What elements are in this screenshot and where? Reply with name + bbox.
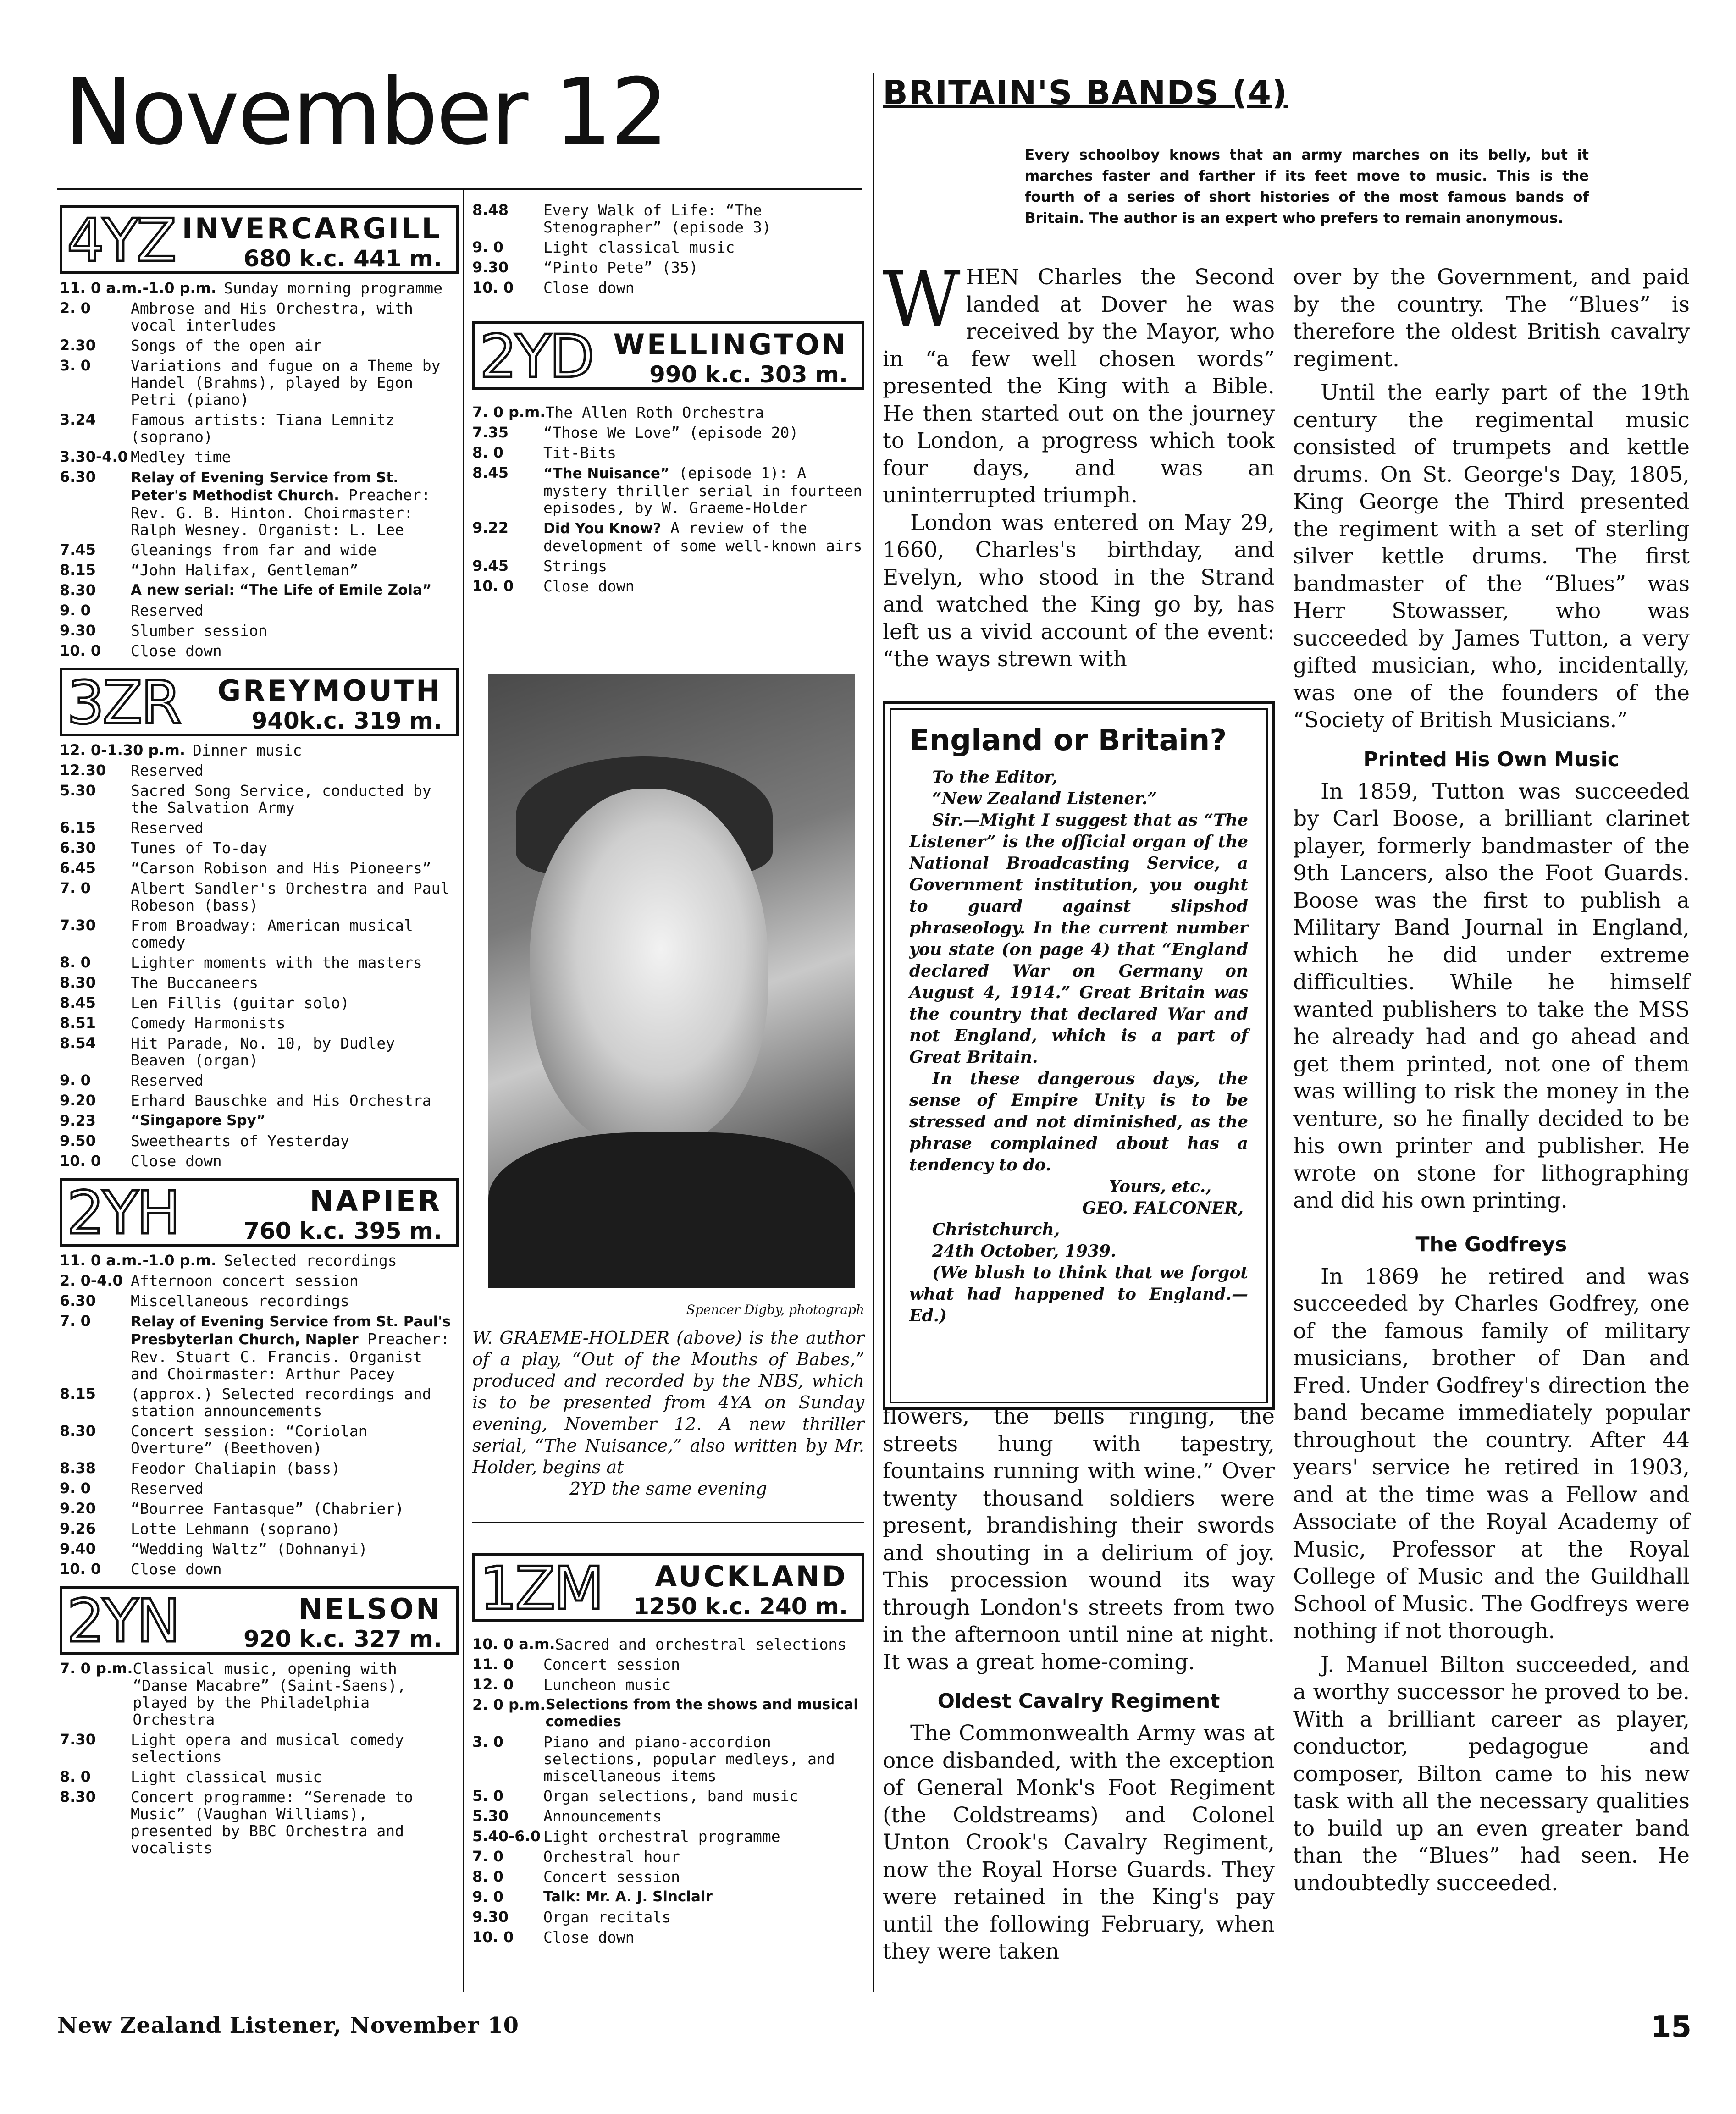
programme-text: Relay of Evening Service from St. Paul's Presbyterian Church, Napier bbox=[131, 1314, 451, 1348]
programme-item bbox=[60, 974, 459, 991]
article-paragraph: over by the Government, and paid by the country. The “Blues” is therefore the oldest British cavalry regiment. bbox=[1293, 265, 1690, 372]
programme-time: 8.45 bbox=[60, 994, 96, 1011]
programme-item bbox=[472, 239, 864, 256]
programme-item bbox=[60, 469, 459, 538]
article-paragraph: In 1869 he retired and was succeeded by Charles Godfrey, one of the famous family of military musicians, brother of Dan and Fred. Under Godfrey's direction the band became immediately popular throughout the country. After 44 years' service he retired in 1903, and at the time was a Fellow and Associate of the Royal Academy of Music, Professor at the Royal College of Music and the Guildhall School of Music. The Godfreys were nothing if not thorough. bbox=[1293, 1264, 1690, 1644]
programme-item bbox=[60, 1540, 459, 1557]
programme-description: Close down bbox=[131, 1560, 222, 1578]
programme-description: Concert session bbox=[543, 1868, 680, 1886]
programme-list-2yh bbox=[60, 1252, 459, 1578]
programme-item bbox=[60, 1153, 459, 1170]
station-frequency: 680 k.c. 441 m. bbox=[243, 245, 442, 272]
programme-text: (episode 1): A mystery thriller serial in fourteen episodes, by W. Graeme-Holder bbox=[543, 464, 862, 517]
column-rule-left bbox=[463, 190, 464, 1992]
programme-item bbox=[60, 1313, 459, 1382]
article-paragraph: WHEN Charles the Second landed at Dover he was received by the Mayor, who in “a few well chosen words” presented the King with a Bible. He then started out on the journey to London, a progress which took four days, and was an uninterrupted triumph. bbox=[883, 255, 1275, 508]
programme-item bbox=[472, 1733, 864, 1784]
programme-time: 8.30 bbox=[60, 974, 96, 991]
column-rule-right bbox=[873, 73, 874, 1992]
programme-description: Dinner music bbox=[193, 741, 302, 759]
programme-time: 12. 0-1.30 p.m. bbox=[60, 741, 186, 759]
programme-description: “Wedding Waltz” (Dohnanyi) bbox=[131, 1540, 368, 1558]
section-heading: The Godfreys bbox=[1415, 1232, 1567, 1256]
programme-description: “John Halifax, Gentleman” bbox=[131, 561, 359, 579]
programme-description: Reserved bbox=[131, 1071, 204, 1089]
programme-item bbox=[60, 337, 459, 354]
programme-item bbox=[472, 279, 864, 296]
programme-item bbox=[60, 1292, 459, 1309]
station-header-1zm bbox=[472, 1553, 864, 1622]
editor-note: (We blush to think that we forgot what had happened to England.—Ed.) bbox=[909, 1263, 1248, 1325]
programme-time: 7. 0 bbox=[60, 879, 91, 897]
programme-time: 8. 0 bbox=[472, 444, 503, 461]
programme-description bbox=[131, 469, 459, 538]
programme-description: Songs of the open air bbox=[131, 337, 322, 354]
programme-description: “Carson Robison and His Pioneers” bbox=[131, 859, 431, 877]
programme-item bbox=[60, 954, 459, 971]
programme-time: 6.30 bbox=[60, 839, 96, 856]
programme-time: 10. 0 bbox=[472, 1928, 514, 1946]
programme-item bbox=[60, 880, 459, 914]
programme-time: 11. 0 a.m.-1.0 p.m. bbox=[60, 279, 217, 297]
station-frequency: 760 k.c. 395 m. bbox=[243, 1218, 442, 1244]
programme-time: 9.40 bbox=[60, 1540, 96, 1557]
programme-item bbox=[60, 541, 459, 558]
programme-text: Preacher: Rev. Stuart C. Francis. Organist and Choirmaster: Arthur Pacey bbox=[131, 1330, 450, 1383]
page-number: 15 bbox=[1651, 2010, 1692, 2044]
programme-time: 8.48 bbox=[472, 201, 509, 219]
programme-time: 8.51 bbox=[60, 1014, 96, 1032]
programme-description: Famous artists: Tiana Lemnitz (soprano) bbox=[131, 411, 395, 446]
programme-description: Albert Sandler's Orchestra and Paul Robeson (bass) bbox=[131, 879, 450, 914]
programme-time: 5.30 bbox=[472, 1807, 509, 1825]
footer-publication: New Zealand Listener, November 10 bbox=[57, 2013, 520, 2038]
programme-time: 3.24 bbox=[60, 411, 96, 428]
programme-description: “Singapore Spy” bbox=[131, 1112, 266, 1129]
photo-suit-shape bbox=[488, 1132, 855, 1288]
programme-time: 5.30 bbox=[60, 782, 96, 799]
programme-description: Light orchestral programme bbox=[543, 1827, 780, 1845]
programme-list-2yd bbox=[472, 404, 864, 595]
station-city: GREYMOUTH bbox=[217, 674, 442, 707]
programme-time: 10. 0 bbox=[472, 279, 514, 296]
programme-item bbox=[472, 1696, 864, 1730]
article-paragraph: flowers, the bells ringing, the streets hung with tapestry, fountains running with wine.” Over twenty thousand soldiers were present, brandishing their swords and shouting in a delirium of joy. This procession wound its way through London's streets from two in the afternoon until nine at night. It was a great home-coming. bbox=[883, 1404, 1275, 1675]
programme-time: 7. 0 bbox=[472, 1848, 503, 1865]
programme-item bbox=[60, 839, 459, 856]
programme-item bbox=[60, 819, 459, 836]
programme-description: Sunday morning programme bbox=[224, 279, 442, 297]
programme-description: Close down bbox=[543, 577, 635, 595]
programme-item bbox=[472, 1808, 864, 1825]
programme-time: 2. 0 bbox=[60, 299, 91, 317]
programme-item bbox=[472, 578, 864, 595]
station-frequency: 990 k.c. 303 m. bbox=[649, 361, 848, 388]
programme-item bbox=[60, 1015, 459, 1032]
programme-time: 3.30-4.0 bbox=[60, 448, 128, 465]
programme-item bbox=[472, 1828, 864, 1845]
article-paragraph: The Commonwealth Army was at once disbanded, with the exception of General Monk's Foot Regiment (the Coldstreams) and Colonel Unton Crook's Cavalry Regiment, now the Royal Horse Guards. They were retained in the King's pay until the following February, when they were taken bbox=[883, 1721, 1275, 1964]
station-frequency: 920 k.c. 327 m. bbox=[243, 1626, 442, 1652]
programme-item bbox=[472, 424, 864, 441]
programme-item bbox=[60, 1500, 459, 1517]
programme-item bbox=[60, 1035, 459, 1069]
station-frequency: 940k.c. 319 m. bbox=[251, 707, 442, 734]
programme-item bbox=[60, 280, 459, 297]
programme-description: Piano and piano-accordion selections, popular medleys, and miscellaneous items bbox=[543, 1733, 835, 1785]
programme-item bbox=[60, 1520, 459, 1537]
programme-description: Miscellaneous recordings bbox=[131, 1292, 349, 1310]
programme-time: 8.38 bbox=[60, 1459, 96, 1477]
programme-item bbox=[60, 1561, 459, 1578]
programme-description: Close down bbox=[131, 1152, 222, 1170]
programme-description: Gleanings from far and wide bbox=[131, 541, 377, 559]
programme-description: Afternoon concert session bbox=[131, 1272, 359, 1290]
programme-time: 10. 0 bbox=[60, 1560, 101, 1578]
programme-time: 9.23 bbox=[60, 1112, 96, 1129]
article-intro: Every schoolboy knows that an army marches on its belly, but it marches faster and farther if its feet move to music. This is the fourth of a series of short histories of the most famous bands of Britain. The author is an expert who prefers to remain anonymous. bbox=[1025, 147, 1589, 226]
programme-item bbox=[60, 1480, 459, 1497]
programme-time: 9. 0 bbox=[60, 602, 91, 619]
programme-description: The Buccaneers bbox=[131, 974, 259, 992]
programme-description: Tit-Bits bbox=[543, 444, 616, 462]
programme-item bbox=[60, 1092, 459, 1109]
programme-time: 10. 0 bbox=[60, 1152, 101, 1170]
programme-description: Feodor Chaliapin (bass) bbox=[131, 1459, 340, 1477]
letter-date: 24th October, 1939. bbox=[932, 1242, 1117, 1261]
programme-description: Talk: Mr. A. J. Sinclair bbox=[543, 1888, 713, 1905]
programme-time: 9.30 bbox=[60, 622, 96, 639]
programme-description: Reserved bbox=[131, 819, 204, 837]
programme-description: Light classical music bbox=[131, 1768, 322, 1786]
programme-description: From Broadway: American musical comedy bbox=[131, 916, 413, 951]
programme-description: Lighter moments with the masters bbox=[131, 954, 422, 971]
programme-time: 8.30 bbox=[60, 1422, 96, 1440]
programme-time: 9.20 bbox=[60, 1092, 96, 1109]
programme-description: Close down bbox=[543, 1928, 635, 1946]
programme-time: 9. 0 bbox=[472, 238, 503, 256]
letter-body: In these dangerous days, the sense of Empire Unity is to be stressed and not diminished, as the phrase complained about has a tendency to do. bbox=[909, 1069, 1248, 1175]
programme-item bbox=[60, 1731, 459, 1765]
programme-item bbox=[472, 259, 864, 276]
station-city: WELLINGTON bbox=[613, 328, 848, 361]
programme-item bbox=[60, 1072, 459, 1089]
programme-item bbox=[472, 1888, 864, 1905]
programme-description: A new serial: “The Life of Emile Zola” bbox=[131, 582, 432, 598]
programme-time: 10. 0 a.m. bbox=[472, 1635, 555, 1653]
programme-time: 6.30 bbox=[60, 1292, 96, 1309]
programme-time: 8.45 bbox=[472, 464, 509, 481]
programme-description: Luncheon music bbox=[543, 1676, 671, 1694]
programme-item bbox=[60, 762, 459, 779]
programme-item bbox=[60, 1788, 459, 1856]
programme-column-middle-top bbox=[472, 202, 864, 598]
station-header-2yd bbox=[472, 321, 864, 390]
header-rule bbox=[57, 188, 862, 190]
programme-time: 3. 0 bbox=[60, 357, 91, 374]
programme-time: 9.45 bbox=[472, 557, 509, 574]
programme-item bbox=[60, 642, 459, 659]
station-header-4yz bbox=[60, 205, 459, 274]
programme-time: 9.22 bbox=[472, 519, 509, 536]
programme-item bbox=[60, 1272, 459, 1289]
programme-time: 8.30 bbox=[60, 1788, 96, 1805]
station-callsign: 4YZ bbox=[67, 207, 175, 275]
programme-item bbox=[472, 519, 864, 554]
article-column-1-top bbox=[883, 255, 1275, 673]
station-header-2yh bbox=[60, 1178, 459, 1247]
programme-description: Reserved bbox=[131, 602, 204, 619]
programme-description: Concert session: “Coriolan Overture” (Beethoven) bbox=[131, 1422, 368, 1457]
station-callsign: 2YD bbox=[480, 323, 593, 391]
programme-time: 9.30 bbox=[472, 259, 509, 276]
programme-description: Every Walk of Life: “The Stenographer” (episode 3) bbox=[543, 201, 771, 236]
programme-item bbox=[60, 1385, 459, 1419]
programme-time: 8.15 bbox=[60, 561, 96, 579]
programme-item bbox=[60, 1768, 459, 1785]
programme-time: 9. 0 bbox=[472, 1888, 503, 1905]
programme-time: 12.30 bbox=[60, 762, 106, 779]
programme-description: Announcements bbox=[543, 1807, 662, 1825]
programme-item bbox=[472, 444, 864, 461]
letter-signature: GEO. FALCONER, bbox=[1082, 1198, 1244, 1218]
section-heading: Printed His Own Music bbox=[1363, 747, 1620, 771]
programme-item bbox=[60, 1460, 459, 1477]
programme-time: 8.54 bbox=[60, 1034, 96, 1052]
letter-title: England or Britain? bbox=[909, 723, 1227, 757]
programme-item bbox=[60, 448, 459, 465]
programme-description: Len Fillis (guitar solo) bbox=[131, 994, 349, 1012]
programme-item bbox=[60, 860, 459, 877]
station-callsign: 1ZM bbox=[480, 1555, 603, 1623]
programme-time: 7.45 bbox=[60, 541, 96, 558]
article-paragraph: London was entered on May 29, 1660, Charles's birthday, and Evelyn, who stood in the Strand and watched the King go by, has left us a vivid account of the event: “the ways strewn with bbox=[883, 510, 1275, 672]
programme-text: Relay of Evening Service from St. Peter's Methodist Church. bbox=[131, 469, 398, 504]
programme-time: 8. 0 bbox=[472, 1868, 503, 1885]
programme-time: 10. 0 bbox=[472, 577, 514, 595]
programme-item bbox=[472, 1909, 864, 1926]
programme-time: 6.15 bbox=[60, 819, 96, 836]
programme-item bbox=[60, 1423, 459, 1457]
programme-item bbox=[60, 1112, 459, 1129]
programme-description: Sacred and orchestral selections bbox=[555, 1635, 847, 1653]
programme-list-1zm bbox=[472, 1636, 864, 1946]
programme-item bbox=[60, 300, 459, 334]
programme-description: Orchestral hour bbox=[543, 1848, 680, 1866]
photo-caption bbox=[472, 1327, 864, 1500]
programme-description: Ambrose and His Orchestra, with vocal interludes bbox=[131, 299, 413, 334]
programme-item bbox=[472, 1656, 864, 1673]
programme-description bbox=[543, 464, 864, 516]
programme-time: 7.30 bbox=[60, 1731, 96, 1748]
letter-place: Christchurch, bbox=[932, 1220, 1060, 1239]
programme-list-continued bbox=[472, 202, 864, 296]
programme-time: 8. 0 bbox=[60, 1768, 91, 1785]
page-title: November 12 bbox=[64, 59, 667, 166]
programme-item bbox=[60, 1132, 459, 1149]
programme-description: Sweethearts of Yesterday bbox=[131, 1132, 349, 1150]
programme-time: 7. 0 p.m. bbox=[60, 1660, 133, 1677]
programme-time: 8.30 bbox=[60, 581, 96, 599]
programme-time: 2.30 bbox=[60, 337, 96, 354]
letter-box bbox=[883, 701, 1275, 1410]
programme-time: 8. 0 bbox=[60, 954, 91, 971]
programme-item bbox=[60, 602, 459, 619]
programme-description: Hit Parade, No. 10, by Dudley Beaven (organ) bbox=[131, 1034, 395, 1069]
programme-column-left bbox=[60, 197, 459, 1860]
programme-description: Organ recitals bbox=[543, 1908, 671, 1926]
article-title: BRITAIN'S BANDS (4) bbox=[883, 73, 1288, 112]
programme-description: Slumber session bbox=[131, 622, 268, 640]
photo-caption-end: 2YD the same evening bbox=[569, 1479, 767, 1499]
programme-time: 5.40-6.0 bbox=[472, 1827, 541, 1845]
programme-item bbox=[60, 994, 459, 1011]
programme-description: Organ selections, band music bbox=[543, 1787, 799, 1805]
programme-item bbox=[60, 622, 459, 639]
programme-description bbox=[543, 519, 864, 554]
programme-item bbox=[60, 582, 459, 599]
programme-description: Light opera and musical comedy selections bbox=[131, 1731, 404, 1766]
programme-time: 9. 0 bbox=[60, 1479, 91, 1497]
letter-body: Sir.—Might I suggest that as “The Listener” is the official organ of the National Broadcasting Service, a Government institution, you ought to guard against slipshod phraseology. In the current number you state (on page 4) that “England declared War on Germany on August 4, 1914.” Great Britain was the country that declared War and not England, which is a part of Great Britain. bbox=[909, 811, 1248, 1067]
programme-item bbox=[60, 357, 459, 408]
programme-item bbox=[60, 1660, 459, 1728]
drop-cap: W bbox=[883, 255, 961, 343]
letter-signoff: Yours, etc., bbox=[1109, 1177, 1211, 1196]
station-city: NELSON bbox=[299, 1592, 442, 1626]
station-callsign: 3ZR bbox=[67, 669, 180, 737]
programme-time: 12. 0 bbox=[472, 1676, 514, 1693]
programme-item bbox=[472, 1636, 864, 1653]
station-city: NAPIER bbox=[310, 1184, 442, 1218]
station-city: AUCKLAND bbox=[655, 1560, 848, 1593]
programme-description: Reserved bbox=[131, 1479, 204, 1497]
programme-time: 2. 0 p.m. bbox=[472, 1696, 546, 1713]
programme-time: 9.26 bbox=[60, 1520, 96, 1537]
programme-description: Erhard Bauschke and His Orchestra bbox=[131, 1092, 431, 1109]
programme-time: 8.15 bbox=[60, 1385, 96, 1402]
station-callsign: 2YN bbox=[67, 1587, 179, 1656]
section-heading: Oldest Cavalry Regiment bbox=[937, 1689, 1220, 1713]
programme-description: Selected recordings bbox=[224, 1252, 397, 1270]
photo-caption-text: W. GRAEME-HOLDER (above) is the author of a play, “Out of the Mouths of Babes,” produced and recorded by the NBS, which is to be presented from 4YA on Sunday evening, November 12. A new thriller serial, “The Nuisance,” also written by Mr. Holder, begins at bbox=[472, 1328, 864, 1477]
programme-text: Did You Know? bbox=[543, 520, 662, 537]
programme-text: A review of the development of some well-known airs bbox=[543, 519, 862, 555]
programme-description: Comedy Harmonists bbox=[131, 1014, 286, 1032]
programme-item bbox=[472, 1929, 864, 1946]
programme-time: 9. 0 bbox=[60, 1071, 91, 1089]
programme-item bbox=[472, 1788, 864, 1805]
letter-salutation: To the Editor, bbox=[932, 767, 1058, 787]
programme-description: Sacred Song Service, conducted by the Salvation Army bbox=[131, 782, 431, 817]
station-header-2yn bbox=[60, 1586, 459, 1655]
programme-list-2yn bbox=[60, 1660, 459, 1856]
programme-item bbox=[472, 1868, 864, 1885]
programme-time: 6.45 bbox=[60, 859, 96, 877]
programme-description: Variations and fugue on a Theme by Handel (Brahms), played by Egon Petri (piano) bbox=[131, 357, 441, 408]
programme-description: Tunes of To-day bbox=[131, 839, 268, 857]
programme-time: 11. 0 bbox=[472, 1656, 514, 1673]
programme-time: 11. 0 a.m.-1.0 p.m. bbox=[60, 1252, 217, 1269]
photo-face-shape bbox=[530, 789, 768, 1146]
programme-description: Light classical music bbox=[543, 238, 735, 256]
programme-time: 7.35 bbox=[472, 424, 509, 441]
programme-time: 9.20 bbox=[60, 1500, 96, 1517]
programme-item bbox=[60, 782, 459, 816]
article-paragraph: J. Manuel Bilton succeeded, and a worthy successor he proved to be. With a brilliant career as player, conductor, pedagogue and composer, Bilton came to his new task with all the necessary qualities to build up an even greater band than the “Blues” had seen. He undoubtedly succeeded. bbox=[1293, 1652, 1690, 1896]
programme-time: 7.30 bbox=[60, 916, 96, 934]
programme-item bbox=[472, 1676, 864, 1693]
programme-description bbox=[131, 1313, 459, 1382]
programme-description: Classical music, opening with “Danse Macabre” (Saint-Saens), played by the Philadelphia Orchestra bbox=[133, 1660, 406, 1728]
programme-description: The Allen Roth Orchestra bbox=[545, 403, 764, 421]
programme-time: 7. 0 bbox=[60, 1312, 91, 1330]
programme-text: Preacher: Rev. G. B. Hinton. Choirmaster: Ralph Wesney. Organist: L. Lee bbox=[131, 486, 431, 539]
station-header-3zr bbox=[60, 668, 459, 736]
programme-description: Reserved bbox=[131, 762, 204, 779]
programme-description: Strings bbox=[543, 557, 608, 575]
programme-item bbox=[60, 742, 459, 759]
programme-item bbox=[472, 404, 864, 421]
programme-item bbox=[472, 202, 864, 236]
programme-item bbox=[472, 1848, 864, 1865]
portrait-photo bbox=[488, 674, 855, 1288]
programme-description: Concert session bbox=[543, 1656, 680, 1673]
middle-divider bbox=[472, 1522, 864, 1523]
programme-description: Close down bbox=[543, 279, 635, 297]
programme-item bbox=[472, 464, 864, 516]
letter-salutation: “New Zealand Listener.” bbox=[932, 789, 1157, 808]
programme-description: “Bourree Fantasque” (Chabrier) bbox=[131, 1500, 404, 1518]
station-city: INVERCARGILL bbox=[182, 212, 442, 245]
programme-time: 10. 0 bbox=[60, 642, 101, 659]
article-column-2 bbox=[1293, 264, 1690, 1897]
programme-time: 7. 0 p.m. bbox=[472, 403, 546, 421]
programme-list-4yz bbox=[60, 280, 459, 659]
programme-time: 2. 0-4.0 bbox=[60, 1272, 123, 1289]
programme-item bbox=[472, 557, 864, 574]
programme-time: 9.30 bbox=[472, 1908, 509, 1926]
article-paragraph: Until the early part of the 19th century the regimental music consisted of trumpets and kettle drums. On St. George's Day, 1805, King George the Third presented the regiment with a set of sterling silver kettle drums. The first bandmaster of the “Blues” was Herr Stowasser, who was succeeded by James Tutton, a very gifted musician, who, incidentally, was one of the founders of the “Society of British Musicians.” bbox=[1293, 380, 1690, 733]
programme-description: “Pinto Pete” (35) bbox=[543, 259, 698, 276]
programme-description: Close down bbox=[131, 642, 222, 660]
programme-description: Selections from the shows and musical comedies bbox=[545, 1696, 858, 1730]
programme-description: Medley time bbox=[131, 448, 231, 466]
article-paragraph: In 1859, Tutton was succeeded by Carl Boose, a brilliant clarinet player, formerly bandmaster of the 9th Lancers, also the Foot Guards. Boose was the first to publish a Military Band Journal in England, which he did under extreme difficulties. While he himself wanted publishers to take the MSS he already had and go ahead and get them printed, not one of them was willing to risk the money in the venture, so he finally decided to be his own printer and publisher. He wrote on stone for lithographing and did his own printing. bbox=[1293, 778, 1690, 1213]
programme-description: Lotte Lehmann (soprano) bbox=[131, 1520, 340, 1538]
programme-item bbox=[60, 1252, 459, 1269]
programme-description: (approx.) Selected recordings and station announcements bbox=[131, 1385, 431, 1420]
programme-column-middle-bottom bbox=[472, 1545, 864, 1949]
programme-description: Concert programme: “Serenade to Music” (Vaughan Williams), presented by BBC Orchestra and vocalists bbox=[131, 1788, 413, 1857]
programme-time: 3. 0 bbox=[472, 1733, 503, 1750]
photo-credit: Spencer Digby, photograph bbox=[686, 1302, 864, 1317]
station-frequency: 1250 k.c. 240 m. bbox=[633, 1593, 848, 1620]
programme-time: 9.50 bbox=[60, 1132, 96, 1149]
programme-item bbox=[60, 917, 459, 951]
programme-list-3zr bbox=[60, 742, 459, 1170]
station-callsign: 2YH bbox=[67, 1179, 179, 1247]
programme-time: 5. 0 bbox=[472, 1787, 503, 1805]
programme-text: “The Nuisance” bbox=[543, 465, 670, 482]
programme-item bbox=[60, 411, 459, 445]
article-column-1-bottom bbox=[883, 1403, 1275, 1965]
programme-item bbox=[60, 562, 459, 579]
programme-description: “Those We Love” (episode 20) bbox=[543, 424, 799, 442]
programme-time: 6.30 bbox=[60, 468, 96, 486]
